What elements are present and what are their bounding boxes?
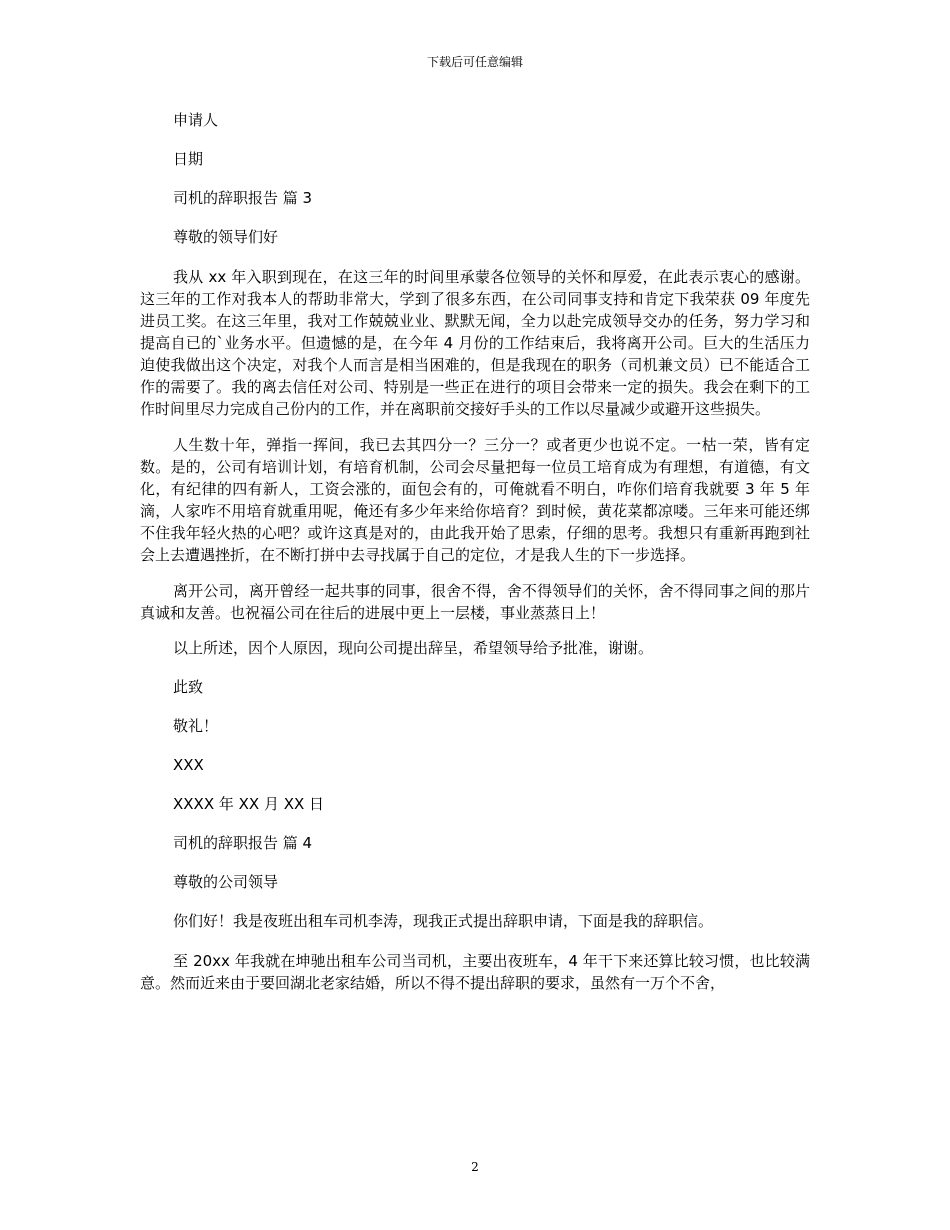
signature-date: XXXX 年 XX 月 XX 日 xyxy=(173,795,325,813)
paragraph-3-3: 离开公司，离开曾经一起共事的同事，很舍不得，舍不得领导们的关怀，舍不得同事之间的那片真诚和友善。也祝福公司在往后的进展中更上一层楼，事业蒸蒸日上！ xyxy=(140,582,810,622)
paragraph-4-1: 你们好！我是夜班出租车司机李涛，现我正式提出辞职申请，下面是我的辞职信。 xyxy=(173,912,714,930)
applicant-label: 申请人 xyxy=(173,111,219,129)
page-number: 2 xyxy=(471,1160,479,1174)
closing-regards: 敬礼！ xyxy=(173,717,219,735)
page-header: 下载后可任意编辑 xyxy=(426,55,523,69)
paragraph-3-1: 我从 xx 年入职到现在，在这三年的时间里承蒙各位领导的关怀和厚爱，在此表示衷心的感谢。这三年的工作对我本人的帮助非常大，学到了很多东西，在公司同事支持和肯定下我荣获 09 年度先进员工奖。在这三年里，我对工作兢兢业业、默默无闻，全力以赴完成领导交办的任务，努力学习和提高自已的`业务水平。但遗憾的是，在今年 4 月份的工作结束后，我将离开公司。巨大的生活压力迫使我做出这个决定，对我个人而言是相当困难的，但是我现在的职务（司机兼文员）已不能适合工作的需要了。我的离去信任对公司、特别是一些正在进行的项目会带来一定的损失。我会在剩下的工作时间里尽力完成自己份内的工作，并在离职前交接好手头的工作以尽量减少或避开这些损失。 xyxy=(140,268,810,418)
paragraph-3-4: 以上所述，因个人原因，现向公司提出辞呈，希望领导给予批准，谢谢。 xyxy=(173,639,654,657)
greeting-3: 尊敬的领导们好 xyxy=(173,228,279,246)
date-label: 日期 xyxy=(173,150,204,168)
document-body xyxy=(140,110,810,1008)
paragraph-4-2: 至 20xx 年我就在坤驰出租车公司当司机，主要出夜班车，4 年干下来还算比较习惯，也比较满意。然而近来由于要回湖北老家结婚，所以不得不提出辞职的要求，虽然有一万个不舍， xyxy=(140,952,810,992)
section-title-4: 司机的辞职报告 篇 4 xyxy=(173,834,313,852)
section-title-3: 司机的辞职报告 篇 3 xyxy=(173,189,313,207)
paragraph-3-2: 人生数十年，弹指一挥间，我已去其四分一？三分一？或者更少也说不定。一枯一荣，皆有定数。是的，公司有培训计划，有培育机制，公司会尽量把每一位员工培育成为有理想，有道德，有文化，有纪律的四有新人，工资会涨的，面包会有的，可俺就看不明白，咋你们培育我就要 3 年 5 年滴，人家咋不用培育就重用呢，俺还有多少年来给你培育？到时候，黄花菜都凉喽。三年来可能还绑不住我年轻火热的心吧？或许这真是对的，由此我开始了思索，仔细的思考。我想只有重新再跑到社会上去遭遇挫折，在不断打拼中去寻找属于自己的定位，才是我人生的下一步选择。 xyxy=(140,436,810,564)
closing-salutation: 此致 xyxy=(173,678,204,696)
signature: XXX xyxy=(173,756,204,774)
greeting-4: 尊敬的公司领导 xyxy=(173,873,279,891)
